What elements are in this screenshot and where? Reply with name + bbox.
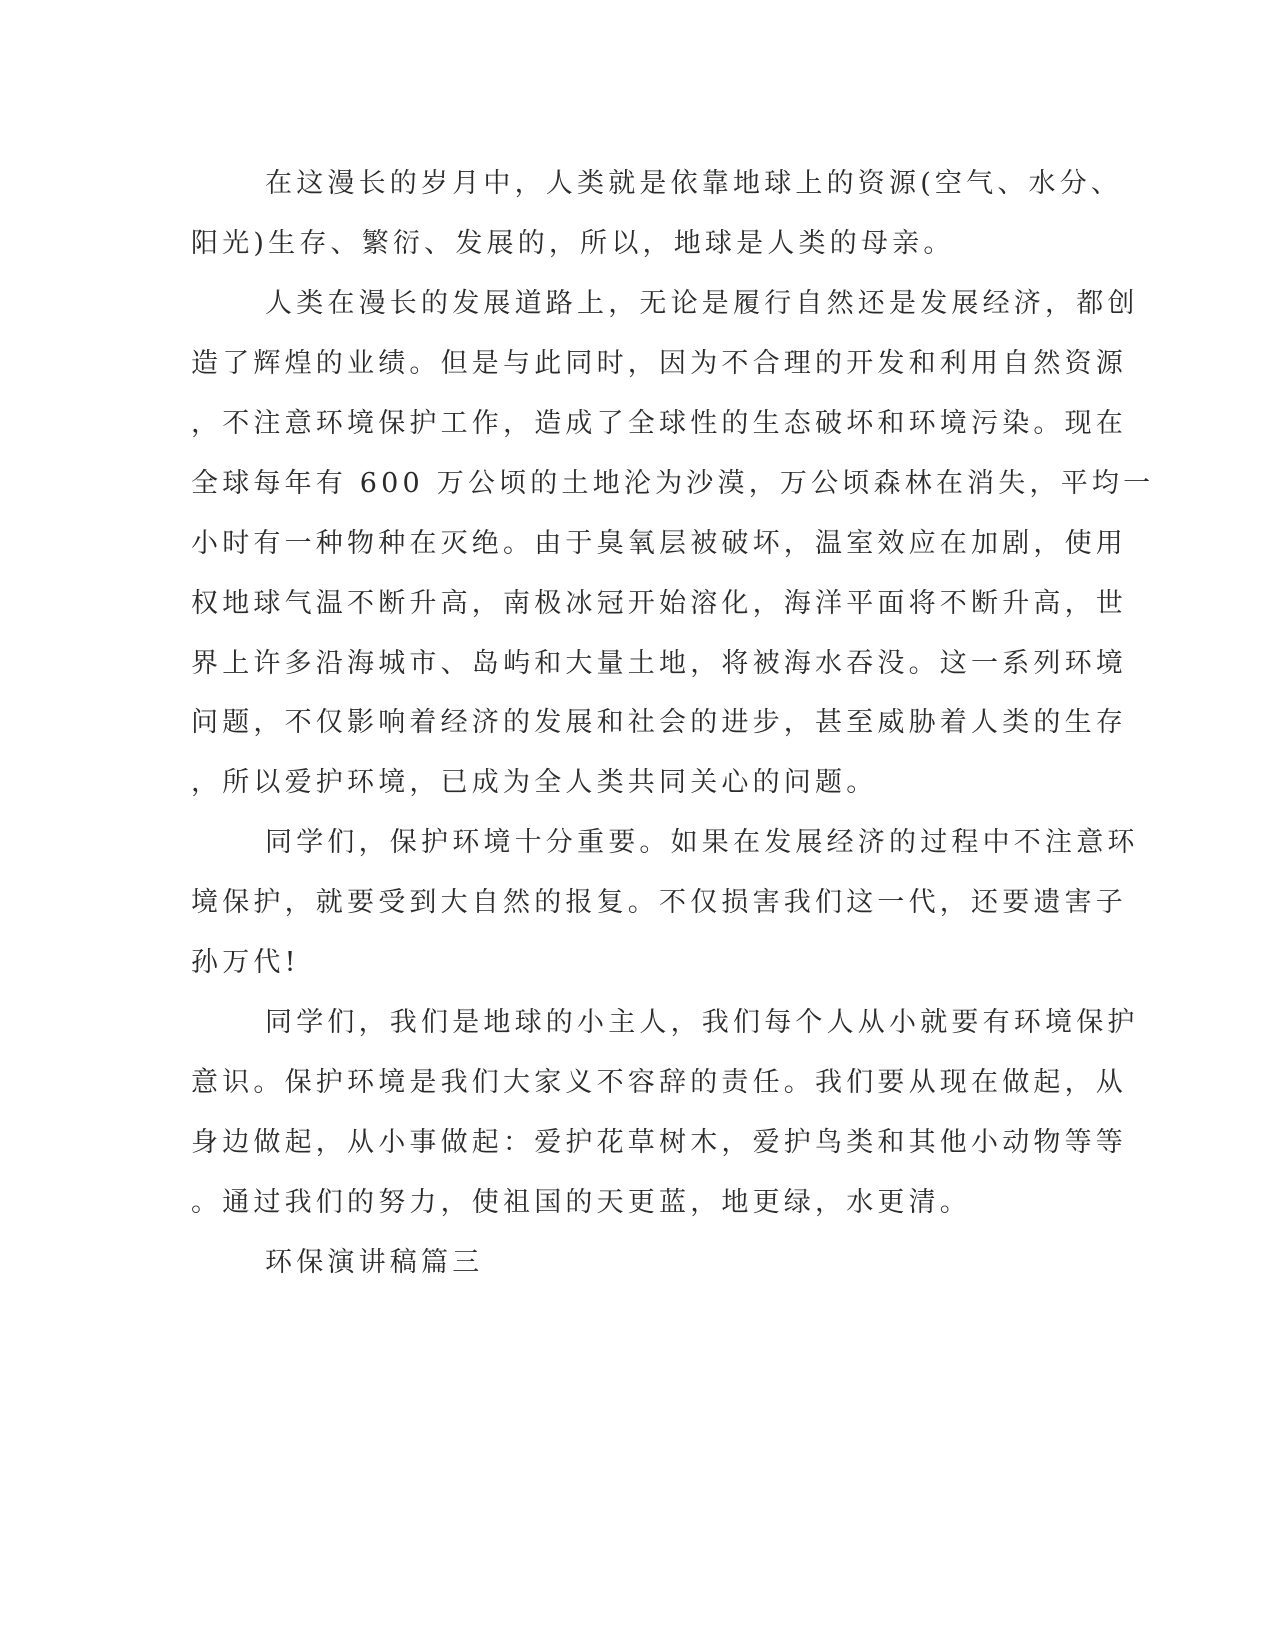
section-heading: 环保演讲稿篇三 xyxy=(265,1247,484,1278)
text-line: 造了辉煌的业绩。但是与此同时，因为不合理的开发和利用自然资源 xyxy=(191,348,1127,379)
text-line: 身边做起，从小事做起：爱护花草树木，爱护鸟类和其他小动物等等 xyxy=(191,1127,1127,1158)
text-line: 意识。保护环境是我们大家义不容辞的责任。我们要从现在做起，从 xyxy=(191,1067,1127,1098)
text-line: 小时有一种物种在灭绝。由于臭氧层被破坏，温室效应在加剧，使用 xyxy=(191,528,1127,559)
text-line: 权地球气温不断升高，南极冰冠开始溶化，海洋平面将不断升高，世 xyxy=(191,588,1127,619)
text-line: 境保护，就要受到大自然的报复。不仅损害我们这一代，还要遗害子 xyxy=(191,887,1127,918)
text-line: 阳光)生存、繁衍、发展的，所以，地球是人类的母亲。 xyxy=(191,228,955,259)
text-line: 人类在漫长的发展道路上，无论是履行自然还是发展经济，都创 xyxy=(265,288,1139,319)
text-line: 问题，不仅影响着经济的发展和社会的进步，甚至威胁着人类的生存 xyxy=(191,707,1127,738)
text-line: 全球每年有 600 万公顷的土地沦为沙漠，万公顷森林在消失，平均一 xyxy=(191,468,1155,499)
text-line: 孙万代! xyxy=(191,947,300,978)
text-line: 界上许多沿海城市、岛屿和大量土地，将被海水吞没。这一系列环境 xyxy=(191,648,1127,679)
text-line: 在这漫长的岁月中，人类就是依靠地球上的资源(空气、水分、 xyxy=(265,168,1123,199)
text-line: ，所以爱护环境，已成为全人类共同关心的问题。 xyxy=(191,767,878,798)
text-line: ，不注意环境保护工作，造成了全球性的生态破坏和环境污染。现在 xyxy=(191,408,1127,439)
text-line: 同学们，我们是地球的小主人，我们每个人从小就要有环境保护 xyxy=(265,1007,1139,1038)
text-line: 同学们，保护环境十分重要。如果在发展经济的过程中不注意环 xyxy=(265,827,1139,858)
text-line: 。通过我们的努力，使祖国的天更蓝，地更绿，水更清。 xyxy=(191,1187,971,1218)
